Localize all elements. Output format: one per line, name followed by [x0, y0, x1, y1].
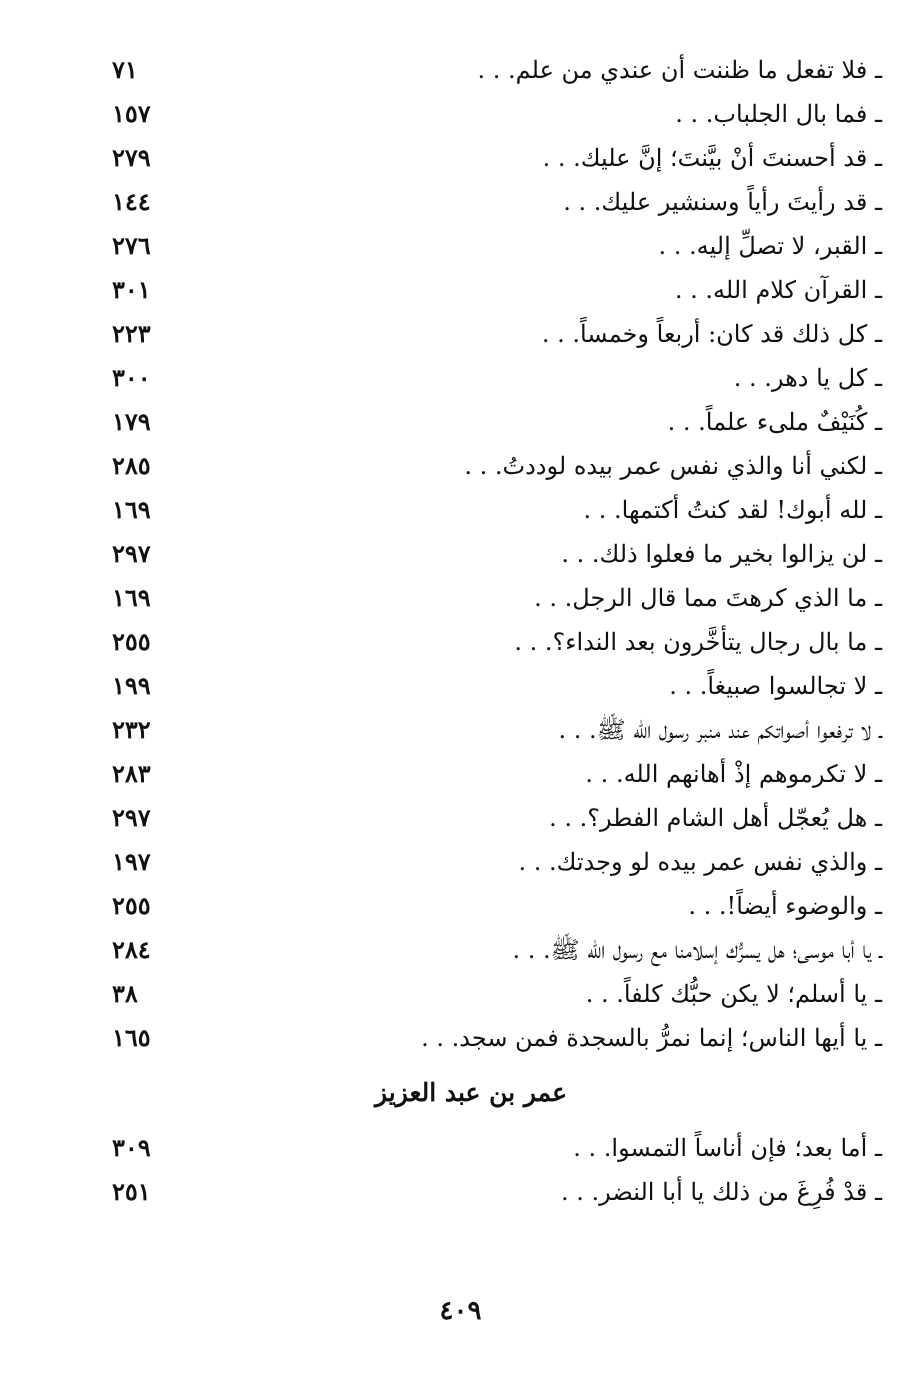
index-entry	[100, 972, 882, 1016]
section-heading	[100, 1060, 882, 1126]
index-entry	[100, 268, 882, 312]
entry-text: ـ لن يزالوا بخير ما فعلوا ذلك. . .	[561, 540, 882, 568]
entry-text: ـ لا ترفعوا أصواتكم عند منبر رسول الله ﷺ. . .	[558, 716, 882, 744]
index-entry	[100, 488, 882, 532]
entry-text: ـ كل ذلك قد كان: أربعاً وخمساً. . .	[541, 320, 882, 348]
entry-page-number: ٢٩٧	[112, 803, 151, 832]
entry-page-number: ١٦٥	[112, 1023, 151, 1052]
index-entry	[100, 400, 882, 444]
entry-page-number: ٢٧٩	[112, 143, 151, 172]
section-heading-text: عمر بن عبد العزيز	[374, 1078, 568, 1107]
entry-text: ـ والذي نفس عمر بيده لو وجدتك. . .	[518, 848, 882, 876]
entry-page-number: ١٩٧	[112, 847, 151, 876]
index-entry	[100, 796, 882, 840]
entry-text: ـ كل يا دهر. . .	[733, 364, 882, 392]
entry-page-number: ٢٥١	[112, 1177, 151, 1206]
entry-page-number: ٢٩٧	[112, 539, 151, 568]
entry-list-a	[100, 48, 882, 1060]
entry-text: ـ القبر، لا تصلِّ إليه. . .	[658, 232, 882, 260]
index-entry	[100, 444, 882, 488]
entry-page-number: ٣٠٠	[112, 363, 151, 392]
entry-text: ـ لله أبوك! لقد كنتُ أكتمها. . .	[583, 496, 882, 524]
entry-text: ـ يا أسلم؛ لا يكن حبُّك كلفاً. . .	[585, 980, 882, 1008]
index-entry	[100, 576, 882, 620]
index-entry	[100, 664, 882, 708]
entry-page-number: ٢٨٣	[112, 759, 151, 788]
entry-page-number: ١٩٩	[112, 671, 151, 700]
entry-text: ـ القرآن كلام الله. . .	[674, 276, 882, 304]
entry-page-number: ٣٠٩	[112, 1133, 151, 1162]
index-entry	[100, 136, 882, 180]
entry-text: ـ أما بعد؛ فإن أناساً التمسوا. . .	[573, 1134, 882, 1162]
entry-text: ـ لكني أنا والذي نفس عمر بيده لوددتُ. . .	[464, 452, 882, 480]
entry-page-number: ٢٧٦	[112, 231, 151, 260]
index-entry	[100, 532, 882, 576]
index-entry	[100, 928, 882, 972]
entry-text: ـ قد رأيتَ رأياً وسنشير عليك. . .	[563, 188, 882, 216]
entry-page-number: ١٦٩	[112, 583, 151, 612]
index-entry	[100, 752, 882, 796]
index-entries	[100, 48, 882, 1214]
entry-page-number: ١٧٩	[112, 407, 151, 436]
entry-text: ـ يا أبا موسى؛ هل يسرُّك إسلامنا مع رسول الله ﷺ. . .	[512, 936, 882, 964]
entry-page-number: ٢٥٥	[112, 891, 151, 920]
entry-text: ـ قد أحسنتَ أنْ بيَّنتَ؛ إنَّ عليك. . .	[542, 144, 882, 172]
index-entry	[100, 620, 882, 664]
index-entry	[100, 1016, 882, 1060]
entry-page-number: ٢٨٥	[112, 451, 151, 480]
index-entry	[100, 92, 882, 136]
entry-text: ـ ما بال رجال يتأخَّرون بعد النداء؟. . .	[514, 628, 882, 656]
entry-page-number: ٧١	[112, 55, 138, 84]
entry-page-number: ٢٣٢	[112, 715, 151, 744]
index-entry	[100, 48, 882, 92]
entry-text: ـ كُنَيْفٌ ملىء علماً. . .	[667, 408, 882, 436]
entry-page-number: ١٥٧	[112, 99, 151, 128]
entry-text: ـ ما الذي كرهتَ مما قال الرجل. . .	[534, 584, 882, 612]
index-entry	[100, 708, 882, 752]
entry-text: ـ لا تجالسوا صبيغاً. . .	[669, 672, 882, 700]
index-entry	[100, 884, 882, 928]
entry-page-number: ١٤٤	[112, 187, 151, 216]
entry-page-number: ٣٨	[112, 979, 138, 1008]
entry-text: ـ فما بال الجلباب. . .	[675, 100, 882, 128]
entry-text: ـ قدْ فُرِغَ من ذلك يا أبا النضر. . .	[561, 1178, 882, 1206]
entry-text: ـ هل يُعجّل أهل الشام الفطر؟. . .	[549, 804, 882, 832]
page-number: ٤٠٩	[439, 1296, 482, 1326]
entry-list-b	[100, 1126, 882, 1214]
index-entry	[100, 1170, 882, 1214]
entry-page-number: ٢٨٤	[112, 935, 151, 964]
entry-page-number: ٢٢٣	[112, 319, 151, 348]
index-entry	[100, 356, 882, 400]
entry-text: ـ والوضوء أيضاً!. . .	[688, 892, 882, 920]
index-entry	[100, 312, 882, 356]
entry-page-number: ٣٠١	[112, 275, 151, 304]
entry-page-number: ١٦٩	[112, 495, 151, 524]
index-entry	[100, 840, 882, 884]
entry-text: ـ يا أيها الناس؛ إنما نمرُّ بالسجدة فمن سجد. . .	[421, 1024, 882, 1052]
entry-text: ـ لا تكرموهم إذْ أهانهم الله. . .	[585, 760, 882, 788]
index-entry	[100, 224, 882, 268]
entry-text: ـ فلا تفعل ما ظننت أن عندي من علم. . .	[477, 56, 882, 84]
index-entry	[100, 180, 882, 224]
index-entry	[100, 1126, 882, 1170]
entry-page-number: ٢٥٥	[112, 627, 151, 656]
